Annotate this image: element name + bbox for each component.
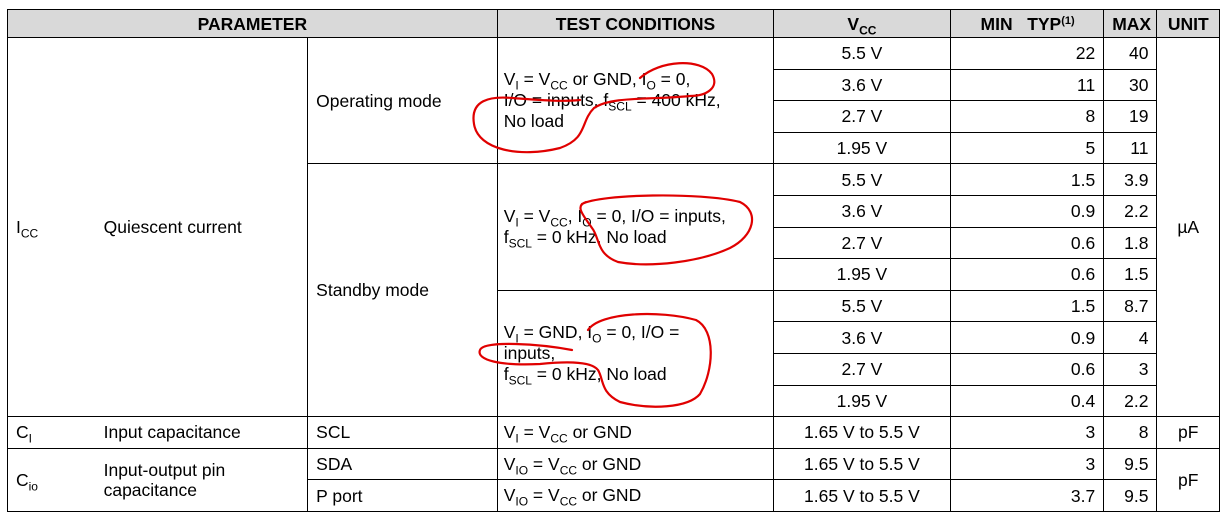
header-min-typ: MIN TYP$^{(1)}$ (950, 10, 1104, 38)
typ-cell: 22 (950, 38, 1104, 70)
vcc-cell: 1.95 V (774, 132, 950, 164)
max-cell: 40 (1104, 38, 1157, 70)
cio-pin: P port (308, 480, 498, 512)
vcc-cell: 2.7 V (774, 353, 950, 385)
vcc-cell: 3.6 V (774, 195, 950, 227)
cio-unit: pF (1157, 448, 1220, 511)
typ-cell: 8 (950, 101, 1104, 133)
vcc-cell: 3.6 V (774, 322, 950, 354)
vcc-cell: 1.95 V (774, 385, 950, 417)
typ-cell: 3 (950, 448, 1104, 480)
icc-operating-mode: Operating mode (308, 38, 498, 164)
header-parameter: PARAMETER (8, 10, 498, 38)
ci-unit: pF (1157, 417, 1220, 449)
max-cell: 19 (1104, 101, 1157, 133)
cio-cond: $V_{IO} = V_{CC}$ or GND (497, 480, 774, 512)
max-cell: 4 (1104, 322, 1157, 354)
vcc-cell: 5.5 V (774, 164, 950, 196)
header-unit: UNIT (1157, 10, 1220, 38)
vcc-cell: 1.65 V to 5.5 V (774, 448, 950, 480)
typ-cell: 3 (950, 417, 1104, 449)
typ-cell: 0.6 (950, 353, 1104, 385)
max-cell: 9.5 (1104, 480, 1157, 512)
cio-pin: SDA (308, 448, 498, 480)
table-row (8, 38, 1220, 70)
table-row (8, 448, 1220, 480)
vcc-cell: 2.7 V (774, 101, 950, 133)
ci-name: Input capacitance (96, 417, 308, 449)
header-vcc: $V_{CC}$ (774, 10, 950, 38)
vcc-cell: 5.5 V (774, 38, 950, 70)
icc-cond-operating: $V_I = V_{CC}$ or GND, $I_O = 0$, I/O = inputs, $f_{SCL} = 400$ kHz, No load (497, 38, 774, 164)
max-cell: 1.8 (1104, 227, 1157, 259)
table-row (8, 417, 1220, 449)
vcc-cell: 1.65 V to 5.5 V (774, 417, 950, 449)
icc-standby-mode: Standby mode (308, 164, 498, 417)
vcc-cell: 1.95 V (774, 259, 950, 291)
vcc-cell: 2.7 V (774, 227, 950, 259)
max-cell: 8 (1104, 417, 1157, 449)
cio-cond: $V_{IO} = V_{CC}$ or GND (497, 448, 774, 480)
typ-cell: 3.7 (950, 480, 1104, 512)
max-cell: 1.5 (1104, 259, 1157, 291)
typ-cell: 0.9 (950, 322, 1104, 354)
max-cell: 3.9 (1104, 164, 1157, 196)
electrical-characteristics-table (7, 9, 1220, 512)
vcc-cell: 3.6 V (774, 69, 950, 101)
header-max: MAX (1104, 10, 1157, 38)
cio-symbol: $C_{io}$ (8, 448, 96, 511)
ci-pin: SCL (308, 417, 498, 449)
typ-cell: 5 (950, 132, 1104, 164)
ci-cond: $V_I = V_{CC}$ or GND (497, 417, 774, 449)
max-cell: 3 (1104, 353, 1157, 385)
typ-cell: 11 (950, 69, 1104, 101)
cio-name: Input-output pin capacitance (96, 448, 308, 511)
typ-cell: 0.6 (950, 259, 1104, 291)
vcc-cell: 1.65 V to 5.5 V (774, 480, 950, 512)
max-cell: 8.7 (1104, 290, 1157, 322)
icc-unit: µA (1157, 38, 1220, 417)
vcc-cell: 5.5 V (774, 290, 950, 322)
max-cell: 9.5 (1104, 448, 1157, 480)
ci-symbol: $C_I$ (8, 417, 96, 449)
header-test-conditions: TEST CONDITIONS (497, 10, 774, 38)
icc-name: Quiescent current (96, 38, 308, 417)
max-cell: 2.2 (1104, 195, 1157, 227)
typ-cell: 0.9 (950, 195, 1104, 227)
typ-cell: 1.5 (950, 290, 1104, 322)
icc-cond-standby-2: $V_I$ = GND, $I_O = 0$, I/O = inputs, $f_{SCL} = 0$ kHz, No load (497, 290, 774, 416)
icc-cond-standby-1: $V_I = V_{CC}$, $I_O = 0$, I/O = inputs, $f_{SCL} = 0$ kHz, No load (497, 164, 774, 290)
max-cell: 2.2 (1104, 385, 1157, 417)
header-row (8, 10, 1220, 38)
max-cell: 30 (1104, 69, 1157, 101)
typ-cell: 1.5 (950, 164, 1104, 196)
typ-cell: 0.4 (950, 385, 1104, 417)
typ-cell: 0.6 (950, 227, 1104, 259)
icc-symbol: $I_{CC}$ (8, 38, 96, 417)
max-cell: 11 (1104, 132, 1157, 164)
